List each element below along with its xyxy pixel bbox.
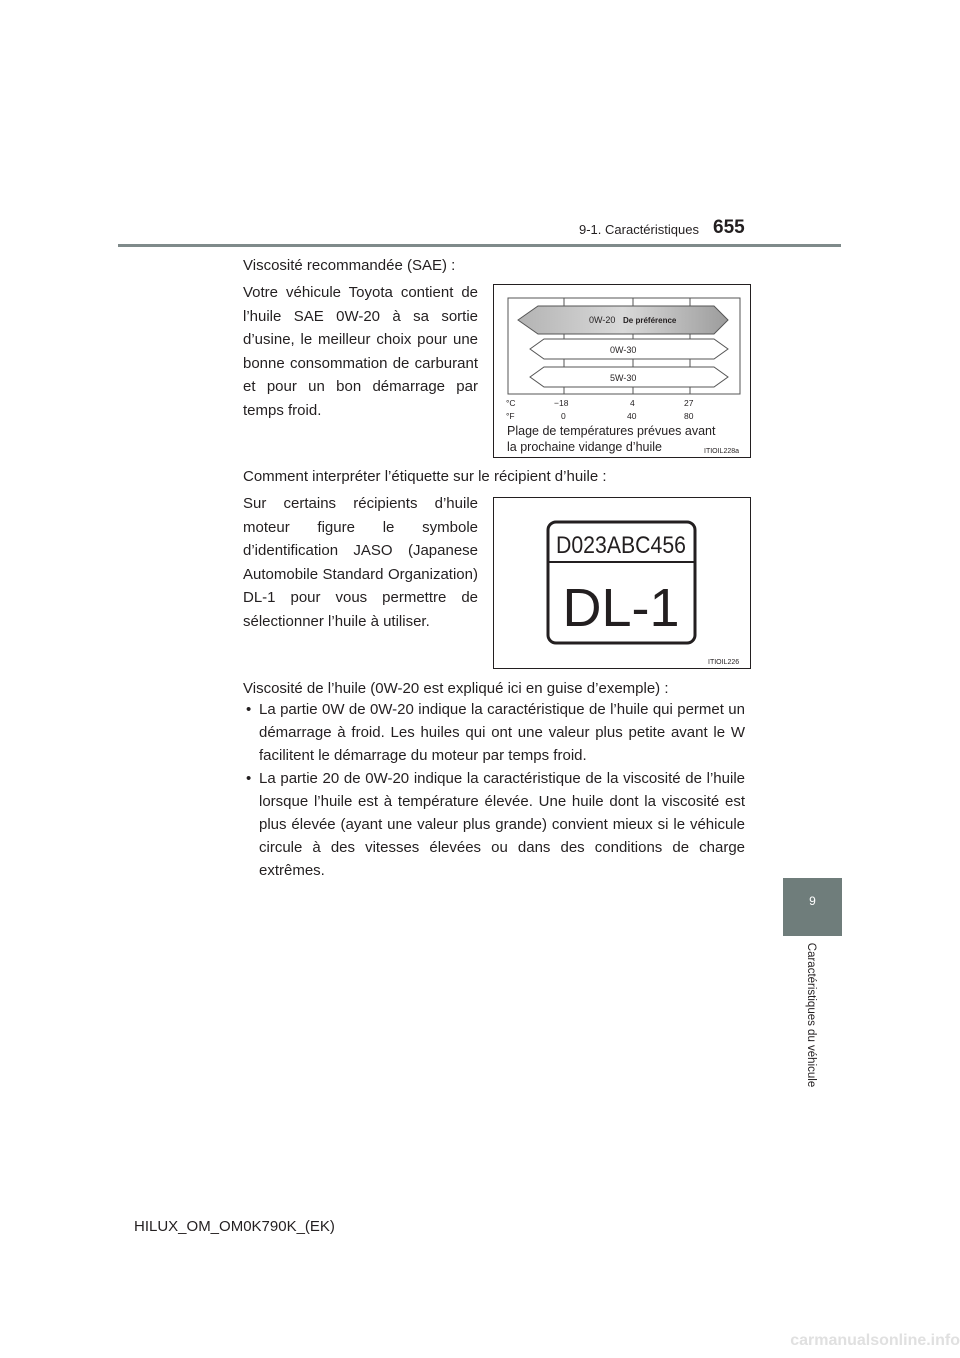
section-body-viscosity: Votre véhicule Toyota contient de l’huile SAE 0W-20 à sa sortie d’usine, le meilleur choix pour une bonne consommation de carburant et pour un bon démarrage par temps froid.: [243, 284, 478, 419]
figure-caption-line2: la prochaine vidange d’huile: [507, 440, 662, 454]
section-heading-label: Comment interpréter l’étiquette sur le récipient d’huile :: [243, 468, 607, 485]
section-body-label: Sur certains récipients d’huile moteur figure le symbole d’identification JASO (Japanese Automobile Standard Organization) DL-1 pour vous permettre de sélectionner l’huile à utiliser.: [243, 495, 478, 630]
header-divider: [118, 244, 841, 247]
label-grade-text: DL-1: [562, 578, 680, 638]
figure-code: ITIOIL228a: [704, 448, 740, 455]
list-item: • La partie 20 de 0W-20 indique la caractéristique de la viscosité de l’huile lorsque l’huile est à température élevée. Une huile dont la viscosité est plus élevée (ayant une valeur plus grande) convient mieux si le véhicule circule à des vitesses élevées ou dans des conditions de charge extrêmes.: [243, 767, 745, 882]
figure-caption-line1: Plage de températures prévues avant: [507, 424, 716, 438]
watermark: carmanualsonline.info: [790, 1332, 960, 1349]
tick-c-2: 4: [630, 398, 635, 408]
viscosity-temperature-figure: [493, 284, 751, 458]
bar-label-preferred: De préférence: [623, 316, 677, 325]
tick-c-1: −18: [554, 398, 569, 408]
section-heading-explained: Viscosité de l’huile (0W-20 est expliqué ici en guise d’exemple) :: [243, 680, 669, 697]
tick-f-1: 0: [561, 411, 566, 421]
page-number: 655: [713, 217, 745, 238]
explanation-list: [243, 698, 745, 882]
jaso-label-figure: [493, 497, 751, 669]
unit-fahrenheit: °F: [506, 411, 515, 421]
bar-label-5w30: 5W-30: [610, 373, 637, 383]
tick-f-3: 80: [684, 411, 694, 421]
section-title: 9-1. Caractéristiques: [579, 222, 699, 237]
tick-f-2: 40: [627, 411, 637, 421]
tick-c-3: 27: [684, 398, 694, 408]
chapter-number: 9: [809, 894, 816, 908]
unit-celsius: °C: [506, 398, 516, 408]
bar-label-0w30: 0W-30: [610, 345, 637, 355]
bar-label-0w20: 0W-20: [589, 315, 616, 325]
model-code: HILUX_OM_OM0K790K_(EK): [134, 1218, 335, 1235]
label-code-text: D023ABC456: [556, 532, 686, 559]
jaso-label-illustration: [494, 498, 750, 668]
list-item: • La partie 0W de 0W-20 indique la caractéristique de l’huile qui permet un démarrage à froid. Les huiles qui ont une valeur plus petite avant le W facilitent le démarrage du moteur par temps froid.: [243, 698, 745, 767]
viscosity-chart: [494, 285, 750, 457]
figure-code: ITIOIL226: [708, 659, 740, 666]
section-heading-viscosity: Viscosité recommandée (SAE) :: [243, 257, 456, 274]
chapter-title: Caractéristiques du véhicule: [805, 942, 817, 1088]
